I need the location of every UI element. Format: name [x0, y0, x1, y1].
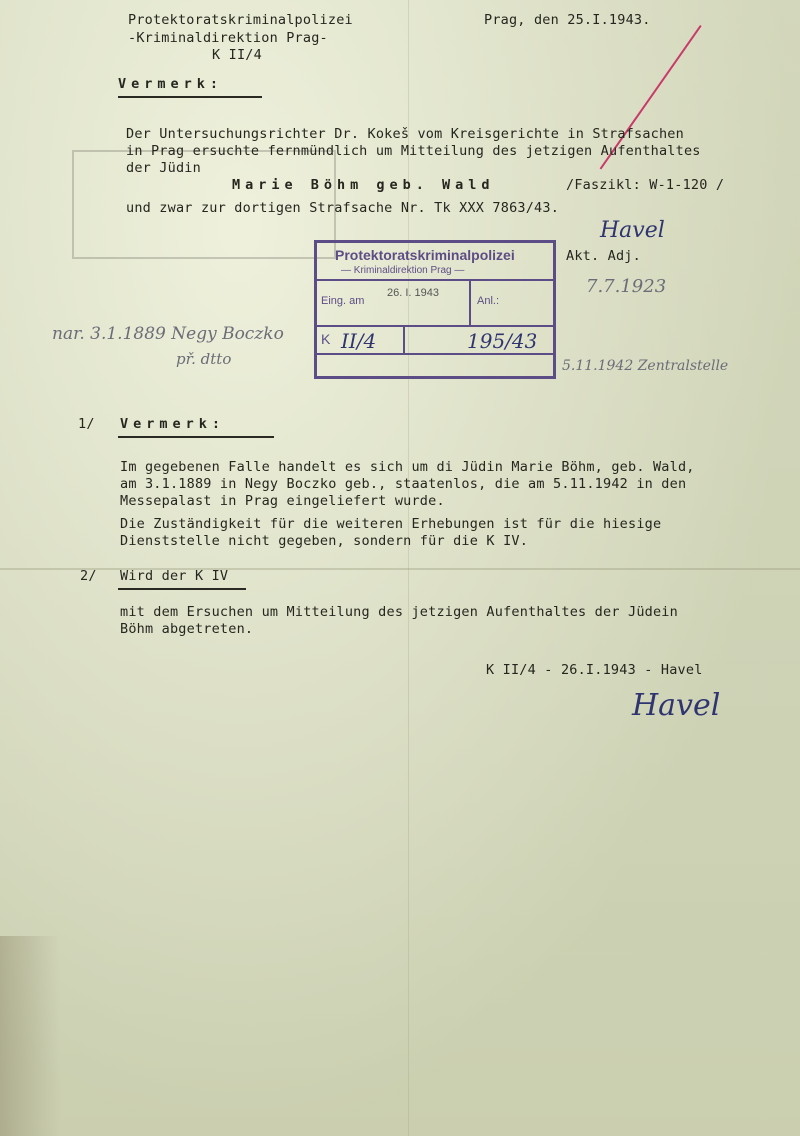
note1-line3: der Jüdin	[126, 160, 201, 176]
note-title-1: Vermerk:	[118, 76, 224, 92]
note3-line0: Wird der K IV	[120, 568, 229, 584]
handwritten-zentralstelle: 5.11.1942 Zentralstelle	[562, 358, 729, 374]
stamp-eing-date: 26. I. 1943	[387, 287, 439, 299]
handwritten-birth: nar. 3.1.1889 Negy Boczko	[52, 324, 284, 344]
closing-line: K II/4 - 26.I.1943 - Havel	[486, 662, 703, 678]
receipt-stamp	[314, 240, 556, 379]
note2-line1: Im gegebenen Falle handelt es sich um di Jüdin Marie Böhm, geb. Wald,	[120, 459, 695, 475]
title-underline-2	[118, 436, 274, 438]
stamp-dept-prefix: K	[321, 331, 331, 347]
stamp-dept-hand: II/4	[341, 329, 377, 353]
date-line: Prag, den 25.I.1943.	[484, 12, 651, 28]
note1-line2: in Prag ersuchte fernmündlich um Mitteilung des jetzigen Aufenthaltes	[126, 143, 701, 159]
note-number-1: 1/	[78, 416, 95, 432]
note2-line5: Dienststelle nicht gegeben, sondern für die K IV.	[120, 533, 529, 549]
stamp-subtitle: — Kriminaldirektion Prag —	[341, 265, 465, 276]
note1-line4: und zwar zur dortigen Strafsache Nr. Tk XXX 7863/43.	[126, 200, 560, 216]
signature-top: Havel	[600, 218, 665, 243]
note-title-2: Vermerk:	[120, 416, 226, 432]
signature-bottom: Havel	[632, 688, 721, 723]
fold-line-vertical	[408, 0, 409, 1136]
agency-line-1: Protektoratskriminalpolizei	[128, 12, 353, 28]
person-name: Marie Böhm geb. Wald	[232, 177, 495, 193]
stamp-title: Protektoratskriminalpolizei	[335, 247, 515, 263]
stamp-number-hand: 195/43	[467, 329, 538, 353]
file-reference: /Faszikl: W-1-120 /	[566, 177, 725, 193]
agency-line-2: -Kriminaldirektion Prag-	[128, 30, 328, 46]
note2-line2: am 3.1.1889 in Negy Boczko geb., staatenlos, die am 5.11.1942 in den	[120, 476, 687, 492]
note-number-2: 2/	[80, 568, 97, 584]
title-underline-1	[118, 96, 262, 98]
note3-line1: mit dem Ersuchen um Mitteilung des jetzigen Aufenthaltes der Jüdein	[120, 604, 678, 620]
stamp-eing-label: Eing. am	[321, 295, 365, 307]
note3-line2: Böhm abgetreten.	[120, 621, 254, 637]
akt-adj: Akt. Adj.	[566, 248, 641, 264]
note2-line4: Die Zuständigkeit für die weiteren Erhebungen ist für die hiesige	[120, 516, 662, 532]
handwritten-birth-2: př. dtto	[176, 350, 232, 368]
title-underline-3	[118, 588, 246, 590]
handwritten-date: 7.7.1923	[586, 276, 667, 297]
stamp-anl-label: Anl.:	[477, 295, 500, 307]
worn-edge	[0, 936, 60, 1136]
note1-line1: Der Untersuchungsrichter Dr. Kokeš vom Kreisgerichte in Strafsachen	[126, 126, 684, 142]
note2-line3: Messepalast in Prag eingeliefert wurde.	[120, 493, 445, 509]
agency-line-3: K II/4	[212, 47, 262, 63]
